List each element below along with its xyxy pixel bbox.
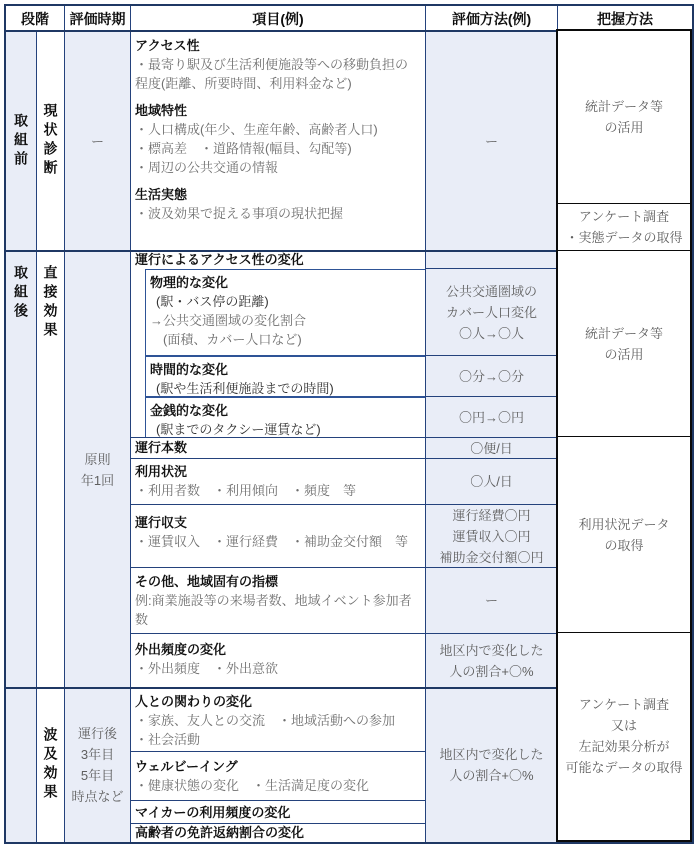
grasp-survey-pre-line: ・実態データの取得 [565, 230, 683, 245]
method-money-value: 〇円→〇円 [458, 409, 524, 425]
grasp-stat-post-line: 統計データ等 [584, 325, 663, 341]
header-stage: 段階 [6, 6, 65, 31]
item-wellbeing-line: ・健康状態の変化 ・生活満足度の変化 [135, 778, 370, 793]
grasp-stat-pre [558, 31, 690, 204]
item-access-line: ・最寄り駅及び生活利便施設等への移動負担の [135, 57, 409, 72]
grasp-stat-post [558, 251, 690, 437]
item-physical-line: (駅・バス停の距離) [156, 294, 269, 309]
item-area-line: ・周辺の公共交通の情報 [135, 160, 279, 175]
timing-pre [65, 31, 131, 251]
item-physical-change [145, 269, 426, 356]
item-other-indicators [131, 568, 426, 634]
item-life-title: 生活実態 [135, 187, 188, 202]
item-flights-title: 運行本数 [135, 440, 188, 455]
item-access-title: アクセス性 [135, 38, 200, 53]
grasp-stat-pre-line: の活用 [604, 120, 644, 135]
grasp-column [556, 29, 692, 842]
grasp-usage-data [558, 437, 690, 633]
item-life-line: ・波及効果で捉える事項の現状把握 [135, 206, 344, 221]
section2-separator [6, 687, 558, 689]
item-outing-line: ・外出頻度 ・外出意欲 [135, 661, 279, 676]
grasp-survey-ripple [558, 633, 690, 838]
item-car-usage [131, 801, 426, 824]
item-balance-line: ・運賃収入 ・運行経費 ・補助金交付額 等 [135, 534, 409, 549]
grasp-survey-ripple-line: 又は [610, 717, 637, 733]
method-other-dash: ー [484, 593, 498, 608]
item-time-line: (駅や生活利便施設までの時間) [156, 381, 334, 396]
item-money-line: (駅までのタクシー運賃など) [156, 422, 321, 437]
item-physical-line: (面積、カバー人口など) [163, 332, 302, 347]
timing-direct-line: 年1回 [80, 472, 115, 488]
evaluation-table [4, 4, 694, 844]
method-physical [426, 269, 558, 356]
method-time [426, 356, 558, 397]
item-money-change [145, 397, 426, 438]
item-license-return [131, 824, 426, 842]
item-area-line: ・標高差 ・道路情報(幅員、勾配等) [135, 141, 352, 156]
grasp-survey-ripple-line: 左記効果分析が [578, 738, 670, 754]
header-timing: 評価時期 [65, 6, 131, 31]
header-method: 評価方法(例) [426, 6, 558, 31]
item-social-relations [131, 688, 426, 752]
method-other [426, 568, 558, 634]
item-car-title: マイカーの利用頻度の変化 [135, 805, 291, 820]
stage-diagnosis: 現状診断 [37, 31, 65, 251]
method-ripple-line: 地区内で変化した [439, 747, 544, 762]
item-outing-frequency [131, 634, 426, 688]
grasp-stat-pre-line: 統計データ等 [584, 99, 663, 114]
timing-ripple-line: 3年目 [80, 747, 115, 762]
stage-ripple: 波及効果 [37, 688, 65, 842]
grasp-survey-pre [558, 204, 690, 251]
timing-ripple-line: 時点など [71, 789, 124, 804]
method-flights [426, 438, 558, 459]
item-physical-line: →公共交通圏域の変化割合 [150, 313, 307, 328]
item-balance-title: 運行収支 [135, 515, 188, 530]
item-usage [131, 459, 426, 505]
grasp-survey-ripple-line: アンケート調査 [578, 696, 670, 712]
grasp-stat-post-line: の活用 [604, 346, 644, 362]
grasp-usage-data-line: 利用状況データ [578, 516, 670, 532]
timing-direct [65, 251, 131, 688]
items-access-change-block [131, 251, 426, 438]
item-access-change-title: 運行によるアクセス性の変化 [135, 252, 304, 267]
method-balance-line: 運賃収入〇円 [452, 528, 531, 544]
method-flights-value: 〇便/日 [470, 440, 513, 456]
method-physical-line: 公共交通圏域の [445, 283, 537, 299]
method-ripple-line: 人の割合+〇% [449, 768, 534, 783]
grasp-usage-data-line: の取得 [604, 537, 644, 553]
method-money [426, 397, 558, 438]
timing-ripple-line: 5年目 [80, 768, 115, 783]
method-balance [426, 505, 558, 568]
method-usage-value: 〇人/日 [470, 474, 513, 489]
method-pre [426, 31, 558, 251]
item-usage-line: ・利用者数 ・利用傾向 ・頻度 等 [135, 483, 357, 498]
item-other-title: その他、地域固有の指標 [135, 574, 279, 589]
stage-direct: 直接効果 [37, 251, 65, 688]
method-time-value: 〇分→〇分 [458, 368, 524, 384]
stage-post: 取組後 [6, 251, 37, 842]
item-social-title: 人との関わりの変化 [135, 694, 253, 709]
method-balance-line: 補助金交付額〇円 [439, 549, 544, 565]
timing-pre-dash: ー [90, 133, 104, 149]
item-outing-title: 外出頻度の変化 [135, 642, 227, 657]
item-time-title: 時間的な変化 [150, 362, 229, 377]
method-outing [426, 634, 558, 688]
item-physical-title: 物理的な変化 [150, 275, 229, 290]
item-balance [131, 505, 426, 568]
stage-pre: 取組前 [6, 31, 37, 251]
item-license-title: 高齢者の免許返納割合の変化 [135, 825, 305, 840]
method-outing-line: 地区内で変化した [439, 642, 544, 658]
item-flights [131, 438, 426, 459]
method-physical-line: 〇人→〇人 [458, 325, 524, 341]
header-items: 項目(例) [131, 6, 426, 31]
grasp-survey-pre-line: アンケート調査 [578, 209, 670, 224]
method-access-change-header [426, 251, 558, 269]
section1-separator [6, 250, 558, 252]
timing-ripple [65, 688, 131, 842]
item-wellbeing [131, 752, 426, 801]
method-physical-line: カバー人口変化 [445, 304, 537, 320]
item-money-title: 金銭的な変化 [150, 403, 229, 418]
header-grasp: 把握方法 [558, 6, 692, 31]
items-current-status [131, 31, 426, 251]
item-social-line: ・社会活動 [135, 732, 201, 747]
timing-direct-line: 原則 [84, 451, 111, 467]
item-access-line: 程度(距離、所要時間、利用料金など) [135, 76, 352, 91]
timing-ripple-line: 運行後 [77, 726, 117, 741]
item-other-line: 例:商業施設等の来場者数、地域イベント参加者数 [135, 593, 412, 627]
item-wellbeing-title: ウェルビーイング [135, 759, 238, 774]
item-area-line: ・人口構成(年少、生産年齢、高齢者人口) [135, 122, 378, 137]
method-balance-line: 運行経費〇円 [452, 507, 531, 523]
item-usage-title: 利用状況 [135, 464, 188, 479]
grasp-survey-ripple-line: 可能なデータの取得 [565, 759, 683, 775]
method-usage [426, 459, 558, 505]
header-separator [6, 30, 558, 32]
method-pre-dash: ー [484, 133, 498, 149]
item-social-line: ・家族、友人との交流 ・地域活動への参加 [135, 713, 396, 728]
item-time-change [145, 356, 426, 397]
item-area-title: 地域特性 [135, 103, 188, 118]
method-outing-line: 人の割合+〇% [449, 663, 534, 679]
method-ripple [426, 688, 558, 842]
